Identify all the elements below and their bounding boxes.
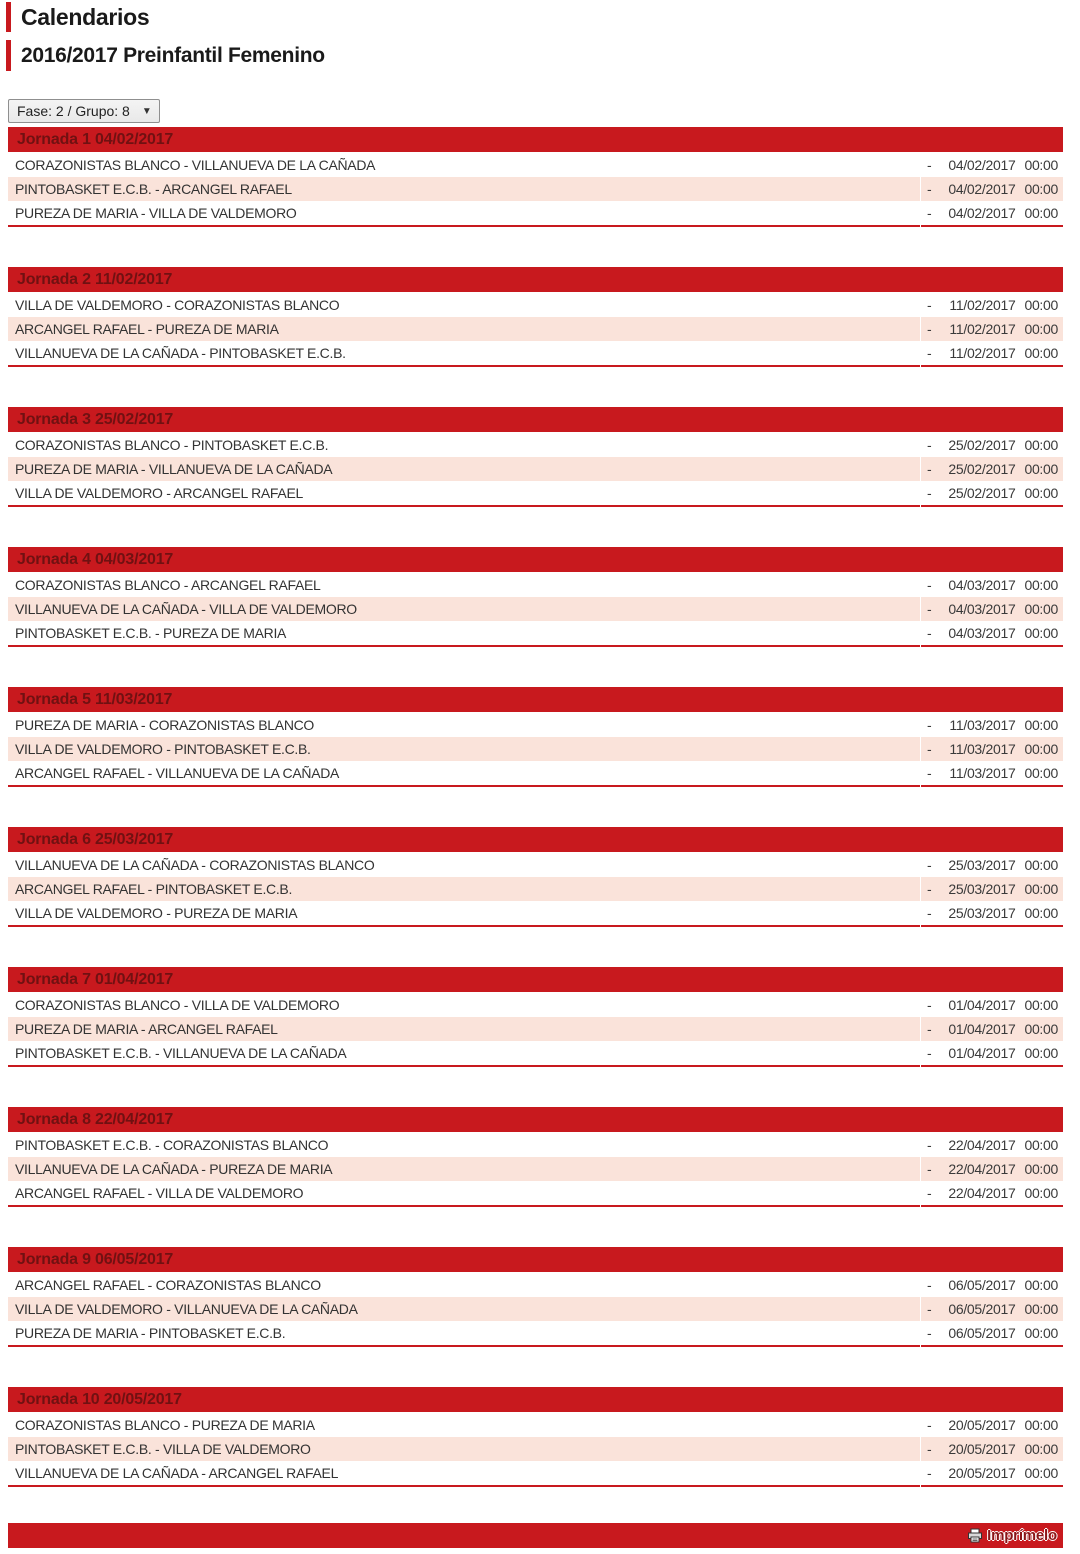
match-teams: PINTOBASKET E.C.B. - VILLA DE VALDEMORO — [8, 1437, 920, 1461]
match-row — [8, 1297, 1063, 1321]
match-info — [921, 573, 1063, 597]
match-score-placeholder: - — [927, 157, 932, 173]
match-score-placeholder: - — [927, 1301, 932, 1317]
match-time: 00:00 — [1024, 1325, 1058, 1341]
match-row — [8, 317, 1063, 341]
match-teams: PUREZA DE MARIA - VILLA DE VALDEMORO — [8, 201, 920, 225]
match-date: 01/04/2017 — [948, 1021, 1016, 1037]
match-score-placeholder: - — [927, 857, 932, 873]
match-score-placeholder: - — [927, 1137, 932, 1153]
match-teams: CORAZONISTAS BLANCO - VILLA DE VALDEMORO — [8, 993, 920, 1017]
match-info — [921, 1461, 1063, 1485]
match-score-placeholder: - — [927, 321, 932, 337]
block-bottom-border — [8, 365, 1063, 367]
match-time: 00:00 — [1024, 881, 1058, 897]
match-row — [8, 481, 1063, 505]
jornada-block-6 — [8, 827, 1063, 927]
match-info — [921, 1413, 1063, 1437]
match-date: 11/03/2017 — [949, 765, 1016, 781]
printer-icon — [967, 1528, 983, 1543]
match-time: 00:00 — [1024, 857, 1058, 873]
match-time: 00:00 — [1024, 741, 1058, 757]
match-date: 25/03/2017 — [948, 881, 1016, 897]
match-time: 00:00 — [1024, 1045, 1058, 1061]
match-row — [8, 901, 1063, 925]
match-time: 00:00 — [1024, 205, 1058, 221]
match-teams: VILLA DE VALDEMORO - VILLANUEVA DE LA CAÑADA — [8, 1297, 920, 1321]
match-info — [921, 1017, 1063, 1041]
match-info — [921, 713, 1063, 737]
match-teams: VILLANUEVA DE LA CAÑADA - VILLA DE VALDEMORO — [8, 597, 920, 621]
match-score-placeholder: - — [927, 1185, 932, 1201]
match-time: 00:00 — [1024, 1277, 1058, 1293]
match-info — [921, 433, 1063, 457]
match-info — [921, 853, 1063, 877]
match-score-placeholder: - — [927, 345, 932, 361]
match-info — [921, 877, 1063, 901]
match-row — [8, 1273, 1063, 1297]
match-time: 00:00 — [1024, 345, 1058, 361]
match-info — [921, 1041, 1063, 1065]
match-info — [921, 457, 1063, 481]
match-date: 22/04/2017 — [948, 1137, 1016, 1153]
match-score-placeholder: - — [927, 1325, 932, 1341]
match-row — [8, 993, 1063, 1017]
match-info — [921, 1437, 1063, 1461]
match-score-placeholder: - — [927, 205, 932, 221]
match-score-placeholder: - — [927, 601, 932, 617]
match-date: 04/02/2017 — [948, 205, 1016, 221]
match-row — [8, 761, 1063, 785]
match-teams: PINTOBASKET E.C.B. - CORAZONISTAS BLANCO — [8, 1133, 920, 1157]
match-date: 11/02/2017 — [949, 321, 1016, 337]
match-date: 11/02/2017 — [949, 297, 1016, 313]
match-info — [921, 901, 1063, 925]
print-button-label: Imprímelo — [987, 1527, 1057, 1544]
match-date: 04/03/2017 — [948, 625, 1016, 641]
match-score-placeholder: - — [927, 625, 932, 641]
match-score-placeholder: - — [927, 905, 932, 921]
match-info — [921, 1157, 1063, 1181]
match-date: 01/04/2017 — [948, 997, 1016, 1013]
match-teams: PUREZA DE MARIA - PINTOBASKET E.C.B. — [8, 1321, 920, 1345]
match-row — [8, 293, 1063, 317]
match-info — [921, 1181, 1063, 1205]
match-time: 00:00 — [1024, 905, 1058, 921]
match-teams: ARCANGEL RAFAEL - PINTOBASKET E.C.B. — [8, 877, 920, 901]
match-teams: PINTOBASKET E.C.B. - VILLANUEVA DE LA CAÑADA — [8, 1041, 920, 1065]
match-info — [921, 1273, 1063, 1297]
match-date: 25/03/2017 — [948, 905, 1016, 921]
match-teams: CORAZONISTAS BLANCO - PINTOBASKET E.C.B. — [8, 433, 920, 457]
match-row — [8, 573, 1063, 597]
match-date: 04/02/2017 — [948, 181, 1016, 197]
match-date: 25/02/2017 — [948, 437, 1016, 453]
match-info — [921, 761, 1063, 785]
match-info — [921, 177, 1063, 201]
match-teams: VILLANUEVA DE LA CAÑADA - PUREZA DE MARIA — [8, 1157, 920, 1181]
match-time: 00:00 — [1024, 157, 1058, 173]
match-teams: ARCANGEL RAFAEL - CORAZONISTAS BLANCO — [8, 1273, 920, 1297]
match-score-placeholder: - — [927, 997, 932, 1013]
match-teams: VILLANUEVA DE LA CAÑADA - PINTOBASKET E.C.B. — [8, 341, 920, 365]
match-date: 22/04/2017 — [948, 1161, 1016, 1177]
match-teams: PINTOBASKET E.C.B. - PUREZA DE MARIA — [8, 621, 920, 645]
match-time: 00:00 — [1024, 997, 1058, 1013]
block-bottom-border — [8, 925, 1063, 927]
jornada-header: Jornada 8 22/04/2017 — [8, 1107, 1063, 1132]
jornada-header: Jornada 2 11/02/2017 — [8, 267, 1063, 292]
match-date: 20/05/2017 — [948, 1417, 1016, 1433]
jornada-header: Jornada 1 04/02/2017 — [8, 127, 1063, 152]
jornada-block-8 — [8, 1107, 1063, 1207]
match-time: 00:00 — [1024, 297, 1058, 313]
match-teams: PUREZA DE MARIA - CORAZONISTAS BLANCO — [8, 713, 920, 737]
match-row — [8, 1461, 1063, 1485]
match-time: 00:00 — [1024, 1417, 1058, 1433]
match-teams: VILLA DE VALDEMORO - PINTOBASKET E.C.B. — [8, 737, 920, 761]
match-date: 11/03/2017 — [949, 717, 1016, 733]
block-bottom-border — [8, 225, 1063, 227]
match-time: 00:00 — [1024, 1161, 1058, 1177]
match-info — [921, 737, 1063, 761]
match-row — [8, 853, 1063, 877]
match-teams: ARCANGEL RAFAEL - VILLANUEVA DE LA CAÑADA — [8, 761, 920, 785]
jornada-block-5 — [8, 687, 1063, 787]
match-info — [921, 993, 1063, 1017]
jornada-block-4 — [8, 547, 1063, 647]
match-teams: ARCANGEL RAFAEL - PUREZA DE MARIA — [8, 317, 920, 341]
match-time: 00:00 — [1024, 1021, 1058, 1037]
match-score-placeholder: - — [927, 881, 932, 897]
match-date: 11/03/2017 — [949, 741, 1016, 757]
match-info — [921, 1133, 1063, 1157]
match-date: 06/05/2017 — [948, 1301, 1016, 1317]
jornada-block-1 — [8, 127, 1063, 227]
match-teams: VILLANUEVA DE LA CAÑADA - CORAZONISTAS BLANCO — [8, 853, 920, 877]
jornada-block-10 — [8, 1387, 1063, 1487]
match-info — [921, 293, 1063, 317]
match-teams: ARCANGEL RAFAEL - VILLA DE VALDEMORO — [8, 1181, 920, 1205]
chevron-down-icon: ▼ — [141, 105, 152, 117]
match-info — [921, 153, 1063, 177]
match-time: 00:00 — [1024, 181, 1058, 197]
match-teams: VILLA DE VALDEMORO - CORAZONISTAS BLANCO — [8, 293, 920, 317]
match-time: 00:00 — [1024, 601, 1058, 617]
match-date: 04/03/2017 — [948, 601, 1016, 617]
match-score-placeholder: - — [927, 577, 932, 593]
match-time: 00:00 — [1024, 717, 1058, 733]
match-row — [8, 1017, 1063, 1041]
match-row — [8, 1321, 1063, 1345]
match-row — [8, 153, 1063, 177]
block-bottom-border — [8, 645, 1063, 647]
match-date: 25/02/2017 — [948, 485, 1016, 501]
jornada-header: Jornada 9 06/05/2017 — [8, 1247, 1063, 1272]
match-row — [8, 713, 1063, 737]
match-date: 25/02/2017 — [948, 461, 1016, 477]
match-row — [8, 621, 1063, 645]
block-bottom-border — [8, 1345, 1063, 1347]
match-teams: CORAZONISTAS BLANCO - ARCANGEL RAFAEL — [8, 573, 920, 597]
print-button[interactable] — [8, 1523, 1063, 1548]
match-date: 06/05/2017 — [948, 1277, 1016, 1293]
match-date: 04/03/2017 — [948, 577, 1016, 593]
match-time: 00:00 — [1024, 765, 1058, 781]
jornada-header: Jornada 5 11/03/2017 — [8, 687, 1063, 712]
match-teams: VILLA DE VALDEMORO - PUREZA DE MARIA — [8, 901, 920, 925]
match-row — [8, 1041, 1063, 1065]
match-date: 20/05/2017 — [948, 1441, 1016, 1457]
page-subtitle: 2016/2017 Preinfantil Femenino — [6, 40, 1063, 71]
match-teams: VILLANUEVA DE LA CAÑADA - ARCANGEL RAFAEL — [8, 1461, 920, 1485]
jornada-header: Jornada 6 25/03/2017 — [8, 827, 1063, 852]
match-score-placeholder: - — [927, 1441, 932, 1457]
block-bottom-border — [8, 505, 1063, 507]
jornada-block-3 — [8, 407, 1063, 507]
phase-group-select-value: Fase: 2 / Grupo: 8 — [17, 103, 130, 119]
match-row — [8, 433, 1063, 457]
phase-group-select[interactable] — [8, 99, 160, 123]
match-row — [8, 457, 1063, 481]
match-time: 00:00 — [1024, 485, 1058, 501]
match-row — [8, 341, 1063, 365]
block-bottom-border — [8, 1485, 1063, 1487]
match-row — [8, 201, 1063, 225]
match-row — [8, 1181, 1063, 1205]
match-row — [8, 1157, 1063, 1181]
match-date: 20/05/2017 — [948, 1465, 1016, 1481]
page-title: Calendarios — [6, 2, 1063, 32]
match-time: 00:00 — [1024, 1185, 1058, 1201]
jornada-header: Jornada 4 04/03/2017 — [8, 547, 1063, 572]
match-info — [921, 597, 1063, 621]
match-time: 00:00 — [1024, 1137, 1058, 1153]
match-info — [921, 1321, 1063, 1345]
match-score-placeholder: - — [927, 297, 932, 313]
match-date: 25/03/2017 — [948, 857, 1016, 873]
match-date: 22/04/2017 — [948, 1185, 1016, 1201]
match-row — [8, 177, 1063, 201]
jornada-block-7 — [8, 967, 1063, 1067]
match-score-placeholder: - — [927, 717, 932, 733]
match-row — [8, 877, 1063, 901]
match-row — [8, 1413, 1063, 1437]
match-time: 00:00 — [1024, 461, 1058, 477]
match-info — [921, 341, 1063, 365]
match-time: 00:00 — [1024, 321, 1058, 337]
match-score-placeholder: - — [927, 1465, 932, 1481]
match-teams: CORAZONISTAS BLANCO - VILLANUEVA DE LA CAÑADA — [8, 153, 920, 177]
match-row — [8, 1437, 1063, 1461]
match-score-placeholder: - — [927, 1021, 932, 1037]
match-row — [8, 1133, 1063, 1157]
block-bottom-border — [8, 785, 1063, 787]
match-score-placeholder: - — [927, 741, 932, 757]
match-date: 06/05/2017 — [948, 1325, 1016, 1341]
match-time: 00:00 — [1024, 1301, 1058, 1317]
match-date: 04/02/2017 — [948, 157, 1016, 173]
match-info — [921, 481, 1063, 505]
jornada-header: Jornada 10 20/05/2017 — [8, 1387, 1063, 1412]
block-bottom-border — [8, 1205, 1063, 1207]
match-teams: PINTOBASKET E.C.B. - ARCANGEL RAFAEL — [8, 177, 920, 201]
match-time: 00:00 — [1024, 577, 1058, 593]
match-teams: PUREZA DE MARIA - ARCANGEL RAFAEL — [8, 1017, 920, 1041]
jornada-header: Jornada 7 01/04/2017 — [8, 967, 1063, 992]
match-date: 01/04/2017 — [948, 1045, 1016, 1061]
block-bottom-border — [8, 1065, 1063, 1067]
match-score-placeholder: - — [927, 461, 932, 477]
match-date: 11/02/2017 — [949, 345, 1016, 361]
match-score-placeholder: - — [927, 1417, 932, 1433]
match-info — [921, 317, 1063, 341]
match-score-placeholder: - — [927, 181, 932, 197]
match-score-placeholder: - — [927, 765, 932, 781]
match-info — [921, 201, 1063, 225]
match-score-placeholder: - — [927, 437, 932, 453]
match-time: 00:00 — [1024, 1441, 1058, 1457]
match-teams: VILLA DE VALDEMORO - ARCANGEL RAFAEL — [8, 481, 920, 505]
match-score-placeholder: - — [927, 1045, 932, 1061]
match-time: 00:00 — [1024, 625, 1058, 641]
jornada-header: Jornada 3 25/02/2017 — [8, 407, 1063, 432]
jornada-block-2 — [8, 267, 1063, 367]
match-score-placeholder: - — [927, 485, 932, 501]
match-info — [921, 621, 1063, 645]
match-teams: CORAZONISTAS BLANCO - PUREZA DE MARIA — [8, 1413, 920, 1437]
match-time: 00:00 — [1024, 1465, 1058, 1481]
match-info — [921, 1297, 1063, 1321]
match-score-placeholder: - — [927, 1161, 932, 1177]
jornada-block-9 — [8, 1247, 1063, 1347]
match-time: 00:00 — [1024, 437, 1058, 453]
match-teams: PUREZA DE MARIA - VILLANUEVA DE LA CAÑADA — [8, 457, 920, 481]
match-score-placeholder: - — [927, 1277, 932, 1293]
match-row — [8, 597, 1063, 621]
match-row — [8, 737, 1063, 761]
